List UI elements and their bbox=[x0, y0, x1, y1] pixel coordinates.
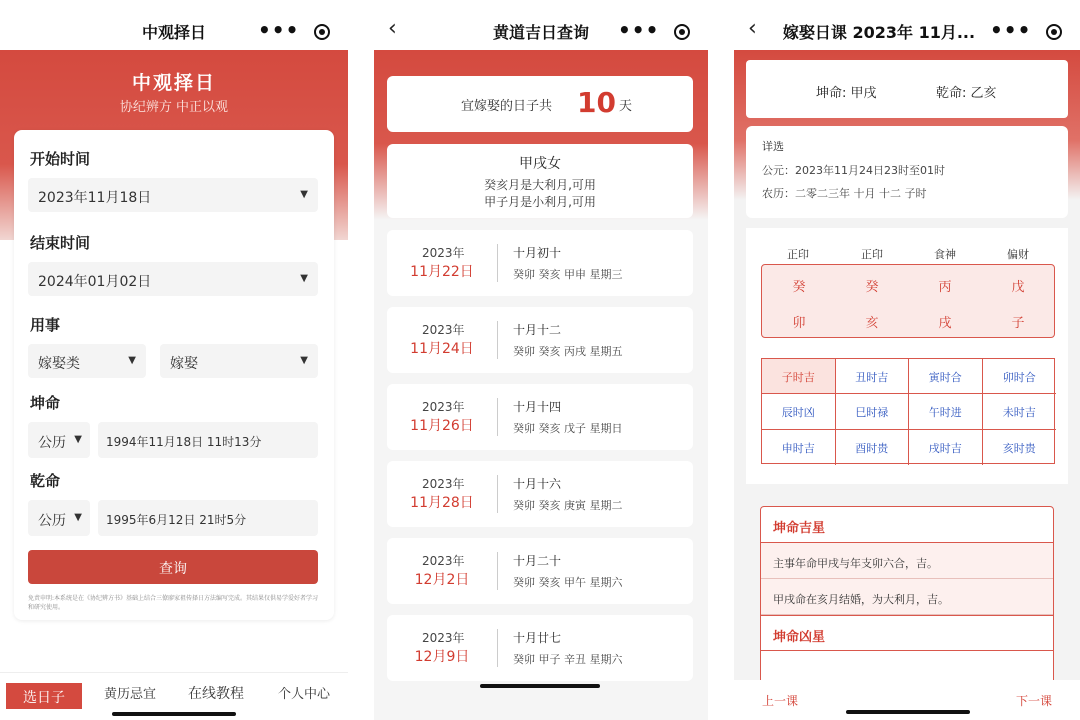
day-year: 2023年 bbox=[422, 400, 465, 414]
event-select[interactable] bbox=[160, 344, 318, 378]
person-line-1: 癸亥月是大利月,可用 bbox=[484, 178, 596, 192]
event-label: 用事 bbox=[30, 316, 61, 334]
person-card bbox=[387, 144, 693, 218]
tab-profile[interactable]: 个人中心 bbox=[278, 687, 331, 702]
hour-cell[interactable]: 申时吉 bbox=[762, 430, 836, 465]
qian-label: 乾命 bbox=[30, 472, 61, 490]
day-year: 2023年 bbox=[422, 477, 465, 491]
nav-title: 黄道吉日查询 bbox=[492, 23, 589, 42]
good-stars-heading: 坤命吉星 bbox=[761, 507, 1053, 543]
lunar-time: 农历：二零二三年 十月 十二 子时 bbox=[762, 187, 927, 200]
divider bbox=[497, 244, 498, 282]
hour-grid bbox=[761, 358, 1055, 464]
stem: 丙 bbox=[938, 280, 952, 295]
nav-bar bbox=[734, 0, 1080, 50]
count-suffix: 天 bbox=[619, 99, 633, 114]
hour-cell[interactable]: 寅时合 bbox=[909, 359, 983, 394]
start-time-label: 开始时间 bbox=[30, 150, 91, 168]
day-lunar: 十月廿七 bbox=[513, 631, 562, 645]
nav-bar bbox=[374, 0, 708, 50]
list-item[interactable] bbox=[387, 384, 693, 450]
hour-cell[interactable]: 未时吉 bbox=[983, 394, 1057, 429]
day-count-card bbox=[387, 76, 693, 132]
day-ganzhi: 癸卯 癸亥 丙戌 星期五 bbox=[513, 345, 623, 358]
divider bbox=[497, 629, 498, 667]
stem: 癸 bbox=[792, 280, 806, 295]
hour-cell[interactable]: 卯时合 bbox=[983, 359, 1057, 394]
kun-calendar-select[interactable] bbox=[28, 422, 90, 458]
day-lunar: 十月十六 bbox=[513, 477, 562, 491]
day-lunar: 十月十二 bbox=[513, 323, 562, 337]
branch: 卯 bbox=[792, 316, 806, 331]
event-category-select[interactable] bbox=[28, 344, 146, 378]
end-time-label: 结束时间 bbox=[30, 234, 91, 252]
bad-stars-heading: 坤命凶星 bbox=[761, 615, 1053, 651]
ten-god-label: 正印 bbox=[861, 248, 883, 261]
start-date-select[interactable] bbox=[28, 178, 318, 212]
day-date: 11月22日 bbox=[410, 264, 474, 280]
caret-down-icon: ▼ bbox=[300, 189, 308, 200]
day-ganzhi: 癸卯 甲子 辛丑 星期六 bbox=[513, 653, 623, 666]
stem: 癸 bbox=[865, 280, 879, 295]
caret-down-icon: ▼ bbox=[74, 434, 82, 445]
hour-cell[interactable]: 丑时吉 bbox=[836, 359, 910, 394]
day-date: 12月2日 bbox=[414, 572, 470, 588]
branch: 子 bbox=[1011, 316, 1025, 331]
ten-god-label: 食神 bbox=[934, 248, 956, 261]
ten-god-label: 偏财 bbox=[1007, 248, 1029, 261]
nav-title: 嫁娶日课 2023年 11月... bbox=[782, 23, 976, 42]
list-item[interactable] bbox=[387, 615, 693, 681]
mini-program-capsule[interactable] bbox=[252, 18, 338, 48]
kun-calendar-value: 公历 bbox=[38, 435, 66, 451]
event-category-value: 嫁娶类 bbox=[38, 356, 80, 372]
day-ganzhi: 癸卯 癸亥 甲午 星期六 bbox=[513, 576, 623, 589]
day-year: 2023年 bbox=[422, 323, 465, 337]
stars-card bbox=[760, 506, 1054, 686]
hero-title: 中观择日 bbox=[131, 72, 216, 94]
start-date-value: 2023年11月18日 bbox=[38, 190, 152, 206]
day-date: 11月24日 bbox=[410, 341, 474, 357]
kun-label: 坤命 bbox=[30, 394, 61, 412]
day-year: 2023年 bbox=[422, 554, 465, 568]
hour-cell[interactable]: 子时吉 bbox=[762, 359, 836, 394]
close-target-icon[interactable] bbox=[674, 24, 690, 40]
list-item[interactable] bbox=[387, 307, 693, 373]
couple-card bbox=[746, 60, 1068, 118]
nav-title: 中观择日 bbox=[141, 23, 206, 42]
person-name: 甲戌女 bbox=[519, 156, 561, 172]
end-date-select[interactable] bbox=[28, 262, 318, 296]
day-ganzhi: 癸卯 癸亥 戊子 星期日 bbox=[513, 422, 623, 435]
day-date: 11月26日 bbox=[410, 418, 474, 434]
tab-almanac[interactable]: 黄历忌宜 bbox=[104, 687, 157, 702]
more-icon[interactable]: ••• bbox=[258, 18, 300, 42]
qian-calendar-select[interactable] bbox=[28, 500, 90, 536]
end-date-value: 2024年01月02日 bbox=[38, 274, 152, 290]
good-star-row: 主事年命甲戌与年支卯六合，吉。 bbox=[761, 543, 1053, 579]
day-year: 2023年 bbox=[422, 246, 465, 260]
caret-down-icon: ▼ bbox=[74, 512, 82, 523]
tab-tutorial[interactable]: 在线教程 bbox=[188, 686, 244, 702]
hour-cell[interactable]: 酉时贵 bbox=[836, 430, 910, 465]
qian-calendar-value: 公历 bbox=[38, 513, 66, 529]
screen-wedding-detail bbox=[734, 0, 1080, 720]
back-icon[interactable]: ‹ bbox=[388, 16, 397, 41]
ten-god-label: 正印 bbox=[787, 248, 809, 261]
back-icon[interactable]: ‹ bbox=[748, 16, 757, 41]
list-item[interactable] bbox=[387, 461, 693, 527]
bazi-box bbox=[761, 264, 1055, 338]
day-date: 12月9日 bbox=[414, 649, 470, 665]
next-lesson-button[interactable]: 下一课 bbox=[1015, 694, 1052, 708]
divider bbox=[497, 552, 498, 590]
count-prefix: 宜嫁娶的日子共 bbox=[461, 99, 553, 114]
caret-down-icon: ▼ bbox=[300, 355, 308, 366]
detail-heading: 详选 bbox=[762, 140, 784, 153]
mini-program-capsule[interactable] bbox=[984, 18, 1070, 48]
more-icon[interactable]: ••• bbox=[618, 18, 660, 42]
screen-select-date bbox=[0, 0, 348, 720]
day-lunar: 十月十四 bbox=[513, 400, 562, 414]
day-lunar: 十月二十 bbox=[513, 554, 562, 568]
good-star-row: 甲戌命在亥月结婚，为大利月，吉。 bbox=[761, 579, 1053, 615]
day-ganzhi: 癸卯 癸亥 甲申 星期三 bbox=[513, 268, 623, 281]
prev-lesson-button[interactable]: 上一课 bbox=[762, 694, 799, 708]
screen-auspicious-days bbox=[374, 0, 708, 720]
hour-cell[interactable]: 亥时贵 bbox=[1002, 441, 1036, 455]
home-indicator bbox=[480, 684, 600, 688]
branch: 戌 bbox=[938, 316, 952, 331]
branch: 亥 bbox=[865, 316, 879, 331]
hour-cell[interactable]: 戌时吉 bbox=[909, 430, 983, 465]
home-indicator bbox=[112, 712, 236, 716]
divider bbox=[497, 398, 498, 436]
lesson-footer bbox=[734, 680, 1080, 720]
hour-cell[interactable]: 午时进 bbox=[909, 394, 983, 429]
tab-select-date[interactable]: 选日子 bbox=[6, 683, 82, 709]
qian-value: 乾命: 乙亥 bbox=[936, 86, 997, 101]
caret-down-icon: ▼ bbox=[300, 273, 308, 284]
nav-bar bbox=[0, 0, 348, 50]
home-indicator bbox=[846, 710, 970, 714]
detail-card bbox=[746, 126, 1068, 218]
hour-cell[interactable]: 巳时禄 bbox=[836, 394, 910, 429]
day-ganzhi: 癸卯 癸亥 庚寅 星期二 bbox=[513, 499, 623, 512]
day-year: 2023年 bbox=[422, 631, 465, 645]
day-date: 11月28日 bbox=[410, 495, 474, 511]
kun-value: 坤命: 甲戌 bbox=[816, 86, 877, 101]
count-number: 10 bbox=[577, 86, 616, 119]
close-target-icon[interactable] bbox=[314, 24, 330, 40]
kun-birth-input[interactable]: 1994年11月18日 11时13分 bbox=[98, 422, 318, 458]
pillars-card bbox=[746, 228, 1068, 484]
divider bbox=[497, 321, 498, 359]
list-item[interactable] bbox=[387, 230, 693, 296]
disclaimer: 免责申明:本系统是在《协纪辨方书》基础上结合三僚廖家祖传择日方法编写完成。其结果仅供易学爱好者学习和研究使用。 bbox=[28, 595, 319, 611]
event-value: 嫁娶 bbox=[170, 356, 198, 372]
day-lunar: 十月初十 bbox=[513, 246, 562, 260]
stem: 戊 bbox=[1011, 280, 1025, 295]
hero-subtitle: 协纪辨方 中正以观 bbox=[119, 100, 229, 115]
hour-cell[interactable]: 辰时凶 bbox=[762, 394, 836, 429]
query-button[interactable]: 查询 bbox=[28, 550, 318, 584]
person-line-2: 甲子月是小利月,可用 bbox=[484, 195, 596, 209]
mini-program-capsule[interactable] bbox=[612, 18, 698, 48]
more-icon[interactable]: ••• bbox=[990, 18, 1032, 42]
close-target-icon[interactable] bbox=[1046, 24, 1062, 40]
list-item[interactable] bbox=[387, 538, 693, 604]
qian-birth-input[interactable]: 1995年6月12日 21时5分 bbox=[98, 500, 318, 536]
caret-down-icon: ▼ bbox=[128, 355, 136, 366]
form-card bbox=[14, 130, 334, 620]
divider bbox=[497, 475, 498, 513]
gregorian-time: 公元：2023年11月24日23时至01时 bbox=[762, 164, 945, 177]
